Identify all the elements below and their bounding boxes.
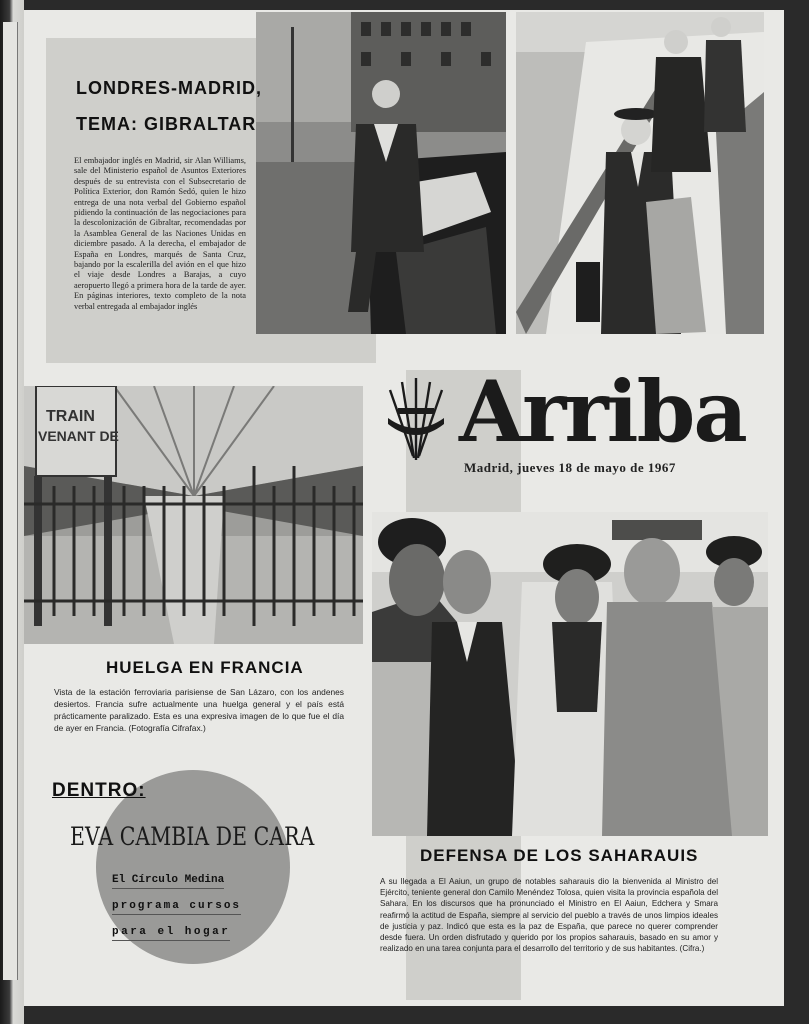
masthead-dateline: Madrid, jueves 18 de mayo de 1967 [464, 460, 676, 475]
francia-headline: HUELGA EN FRANCIA [106, 658, 304, 677]
newspaper-page [24, 10, 784, 1006]
photo-ambassador-airplane [516, 12, 764, 334]
inside-teaser-line2: programa cursos [112, 900, 241, 915]
gibraltar-body: El embajador inglés en Madrid, sir Alan Williams, sale del Ministerio español de Asuntos Exteriores después de su entrevista con el Subsecretario de Política Exterior, don Ramón Sedó, quien le hizo entrega de una nota verbal del Gobierno español pidiendo la continuación de las negociaciones para la descolonización de Gibraltar, recomendadas por la Asamblea General de las Naciones Unidas en diciembre pasado. A la derecha, el embajador de España en Londres, marqués de Santa Cruz, bajando por la escalerilla del avión en el que hizo el viaje desde Londres a Barajas, a cuyo aeropuerto llegó a primera hora de la tarde de ayer. En páginas interiores, texto completo de la nota verbal entregada al embajador inglés [74, 156, 246, 311]
saharauis-headline: DEFENSA DE LOS SAHARAUIS [420, 846, 699, 865]
inside-headline: EVA CAMBIA DE CARA [70, 822, 315, 851]
francia-body: Vista de la estación ferroviaria parisiense de San Lázaro, con los andenes desiertos. Francia sufre actualmente una huelga general y el país está prácticamente paralizado. Esta es una expresiva imagen de lo que fue el día de ayer en Francia. (Fotografía Cifrafax.) [54, 687, 344, 733]
gibraltar-headline-line2: TEMA: GIBRALTAR [76, 114, 257, 134]
saharauis-body: A su llegada a El Aaiun, un grupo de notables saharauis dio la bienvenida al Ministro del Ejército, teniente general don Camilo Menéndez Tolosa, quien visita la provincia española del Sahara. En los discursos que ha pronunciado el Ministro en El Aaiun, Edchera y Smara reafirmó la actitud de España, siempre al servicio del pueblo a través de unos limpios ideales de justicia y paz. Indicó que esta es la paz de España, que parece no querer comprender desde fuera. Un orden disfrutado y querido por los propios saharauis, basado en su amor y realizado en una tarea conjunta para el desarrollo del territorio y de sus habitantes. (Cifra.) [380, 877, 718, 954]
photo-ambassador-car [256, 12, 506, 334]
previous-page-edge [3, 22, 18, 980]
gibraltar-headline-line1: LONDRES-MADRID, [76, 78, 262, 98]
inside-teaser-line3: para el hogar [112, 926, 230, 941]
station-sign-line1: TRAIN [46, 408, 95, 425]
station-sign-line2: VENANT DE [38, 428, 119, 444]
gibraltar-story [58, 52, 262, 347]
inside-label: DENTRO: [52, 780, 146, 801]
photo-saint-lazare-station [24, 386, 363, 644]
masthead [384, 362, 746, 475]
yoke-and-arrows-emblem [384, 374, 448, 464]
masthead-title: Arriba [459, 362, 746, 461]
inside-teaser-line1: El Círculo Medina [112, 874, 224, 889]
photo-sahara-meeting [372, 512, 768, 836]
